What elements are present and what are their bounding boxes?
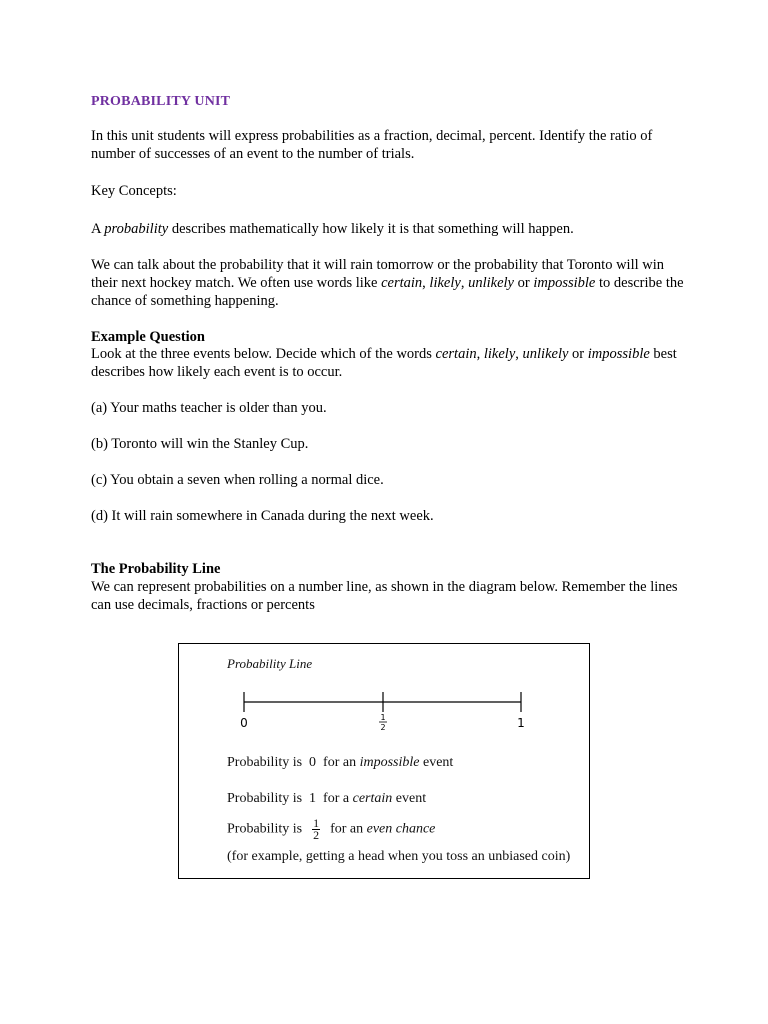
fraction-half [312, 818, 320, 841]
sep: , [476, 346, 484, 362]
word-likely: likely [483, 346, 516, 362]
list-item: (d) It will rain somewhere in Canada during the next week. [91, 508, 434, 524]
tick-label-zero: 0 [240, 716, 248, 730]
example-text-2: best describes how likely each event is to occur. [91, 346, 677, 380]
statement-emphasis: even chance [366, 821, 436, 837]
statement-text: Probability is [227, 821, 303, 837]
statement-even-chance [227, 818, 435, 841]
word-impossible: impossible [587, 346, 650, 362]
statement-text: Probability is 1 for a [227, 791, 353, 806]
tick-label-half-num: 1 [380, 713, 386, 722]
probability-line-paragraph: We can represent probabilities on a number line, as shown in the diagram below. Remember the lines can use decimals, fractions or percents [91, 579, 678, 613]
statement-text: event [392, 791, 427, 806]
list-item: (a) Your maths teacher is older than you. [91, 400, 327, 416]
list-item: (b) Toronto will win the Stanley Cup. [91, 436, 309, 452]
likelihood-paragraph [91, 256, 691, 310]
definition-pre: A [91, 221, 105, 237]
sep: or [568, 346, 588, 362]
tick-label-half-den: 2 [380, 723, 386, 732]
statement-example: (for example, getting a head when you toss an unbiased coin) [227, 849, 571, 864]
tick-label-one: 1 [517, 716, 525, 730]
intro-paragraph: In this unit students will express probabilities as a fraction, decimal, percent. Identify the ratio of number of successes of an event to the number of trials. [91, 128, 653, 162]
word-unlikely: unlikely [522, 346, 569, 362]
sep: , [515, 346, 523, 362]
word-likely: likely [429, 275, 461, 291]
fraction-denominator: 2 [313, 828, 320, 842]
sep: or [513, 275, 534, 291]
statement-text: Probability is 0 for an [227, 755, 360, 770]
example-heading: Example Question [91, 329, 205, 345]
key-concepts-label: Key Concepts: [91, 183, 177, 199]
fraction-numerator: 1 [313, 816, 320, 830]
likelihood-text-2: to describe the chance of something happening. [91, 275, 684, 309]
statement-text: for an [330, 821, 367, 837]
word-certain: certain [435, 346, 477, 362]
word-certain: certain [381, 275, 423, 291]
word-impossible: impossible [533, 275, 596, 291]
probability-line-diagram [178, 643, 590, 879]
statement-emphasis: certain [352, 791, 393, 806]
word-unlikely: unlikely [468, 275, 514, 291]
sep: , [460, 275, 469, 291]
statement-certain [227, 791, 426, 807]
list-item: (c) You obtain a seven when rolling a normal dice. [91, 472, 384, 488]
statement-emphasis: impossible [359, 755, 420, 770]
definition-post: describes mathematically how likely it is that something will happen. [168, 221, 574, 237]
page-title: PROBABILITY UNIT [91, 94, 231, 109]
definition-paragraph [91, 220, 691, 238]
example-instructions [91, 345, 691, 381]
example-text-1: Look at the three events below. Decide which of the words [91, 346, 436, 362]
sep: , [422, 275, 430, 291]
definition-term: probability [104, 221, 169, 237]
probability-line-heading: The Probability Line [91, 561, 221, 577]
statement-text: event [419, 755, 454, 770]
statement-impossible [227, 755, 453, 771]
diagram-title: Probability Line [227, 656, 313, 671]
likelihood-text-1: We can talk about the probability that it will rain tomorrow or the probability that Toronto will win their next hockey match. We often use words like [91, 257, 665, 291]
